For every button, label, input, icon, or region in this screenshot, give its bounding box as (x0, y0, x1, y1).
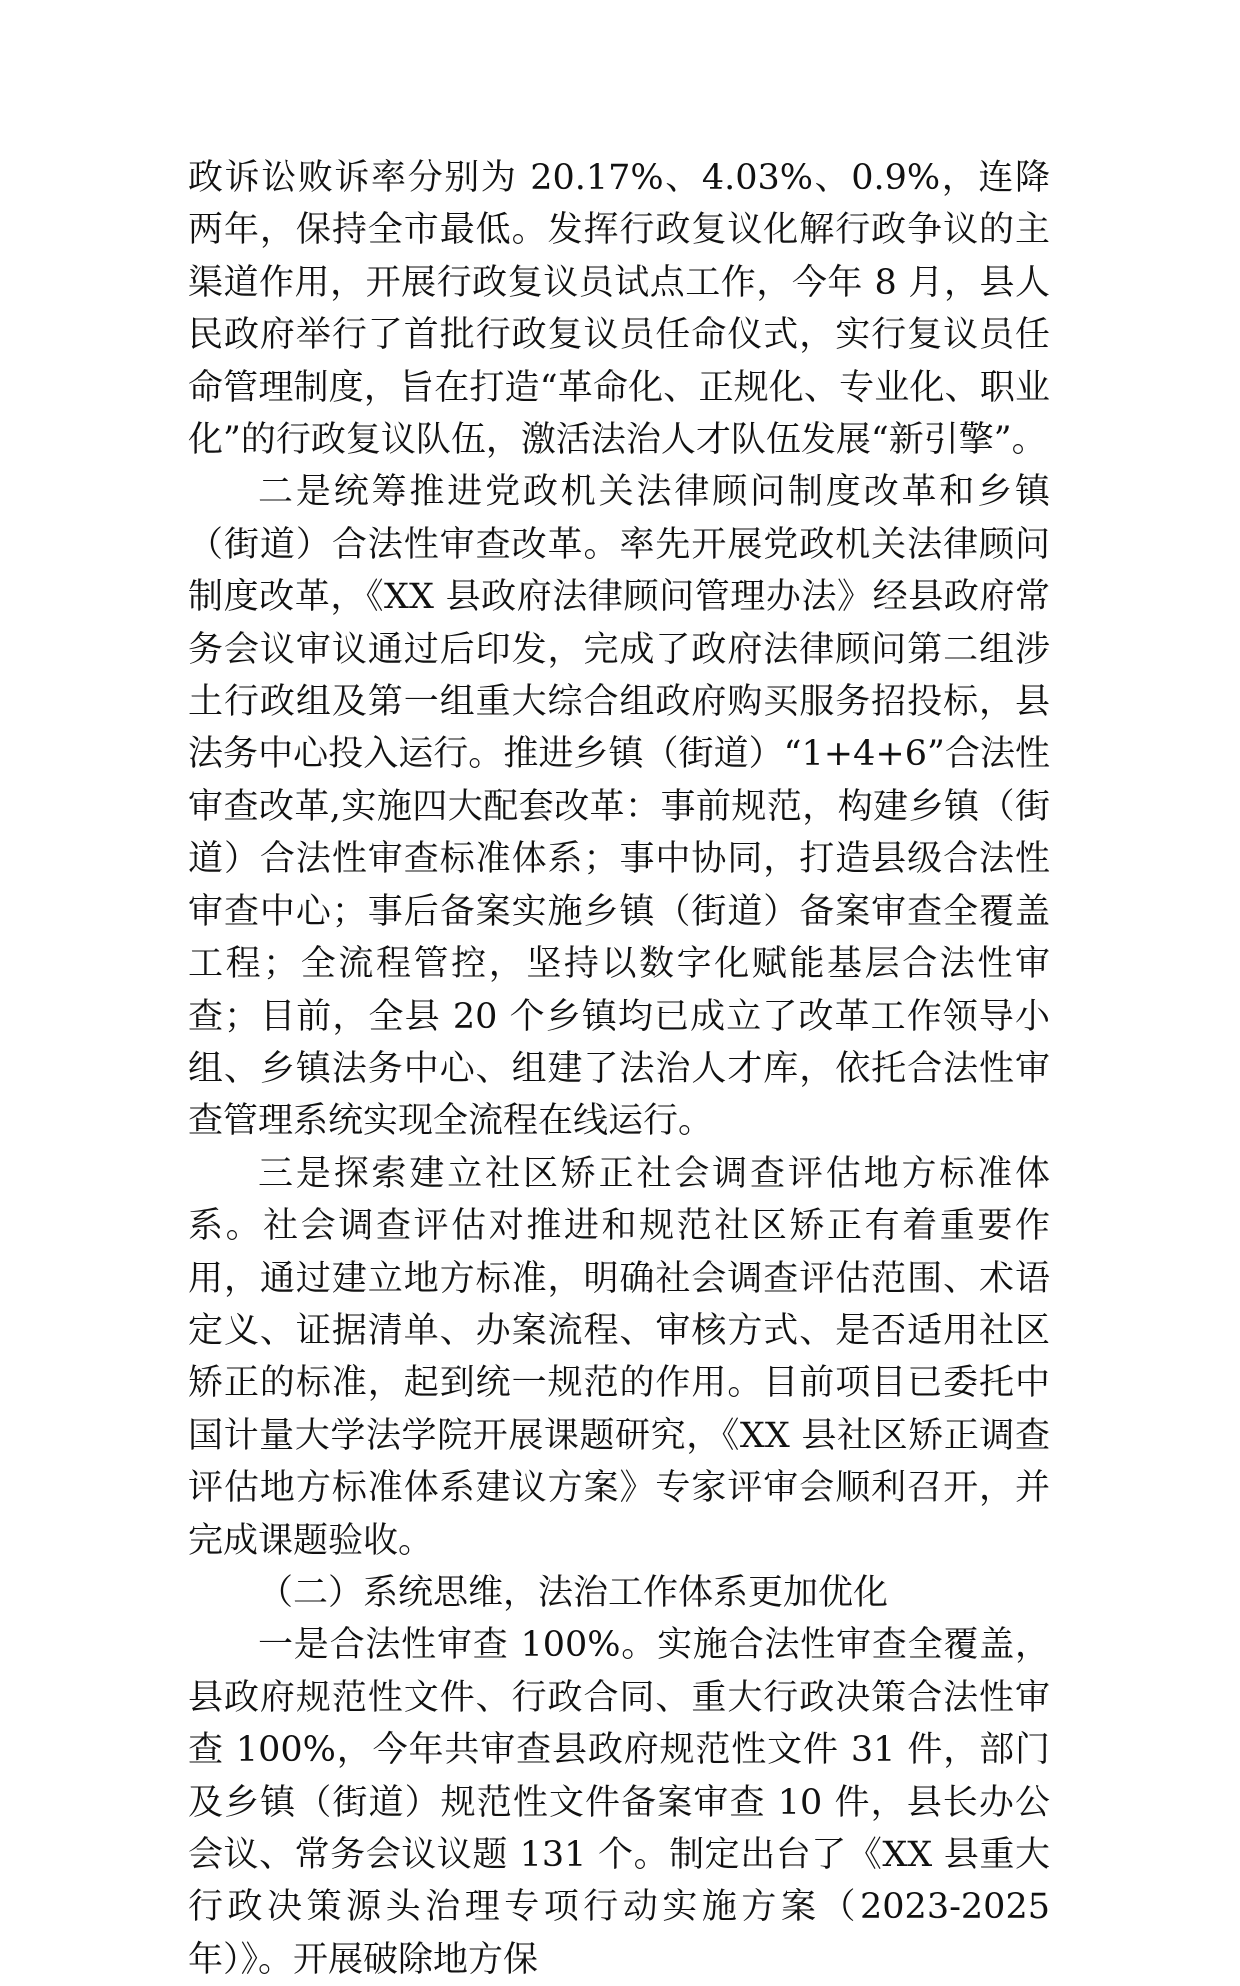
paragraph-item-two: 二是统筹推进党政机关法律顾问制度改革和乡镇（街道）合法性审查改革。率先开展党政机关法律顾问制度改革，《XX 县政府法律顾问管理办法》经县政府常务会议审议通过后印发，完成了政府法律顾问第二组涉土行政组及第一组重大综合组政府购买服务招投标，县法务中心投入运行。推进乡镇（街道）“1+4+6”合法性审查改革,实施四大配套改革：事前规范，构建乡镇（街道）合法性审查标准体系；事中协同，打造县级合法性审查中心；事后备案实施乡镇（街道）备案审查全覆盖工程；全流程管控，坚持以数字化赋能基层合法性审查；目前，全县 20 个乡镇均已成立了改革工作领导小组、乡镇法务中心、组建了法治人才库，依托合法性审查管理系统实现全流程在线运行。 (188, 472, 1050, 1142)
document-body (188, 152, 1050, 1986)
section-heading: （二）系统思维，法治工作体系更加优化 (258, 1572, 889, 1613)
paragraph-continued: 政诉讼败诉率分别为 20.17%、4.03%、0.9%，连降两年，保持全市最低。发挥行政复议化解行政争议的主渠道作用，开展行政复议员试点工作，今年 8 月，县人民政府举行了首批行政复议员任命仪式，实行复议员任命管理制度，旨在打造“革命化、正规化、专业化、职业化”的行政复议队伍，激活法治人才队伍发展“新引擎”。 (188, 158, 1050, 461)
paragraph-item-three: 三是探索建立社区矫正社会调查评估地方标准体系。社会调查评估对推进和规范社区矫正有着重要作用，通过建立地方标准，明确社会调查评估范围、术语定义、证据清单、办案流程、审核方式、是否适用社区矫正的标准，起到统一规范的作用。目前项目已委托中国计量大学法学院开展课题研究，《XX 县社区矫正调查评估地方标准体系建议方案》专家评审会顺利召开，并完成课题验收。 (188, 1153, 1050, 1561)
paragraph-item-one: 一是合法性审查 100%。实施合法性审查全覆盖，县政府规范性文件、行政合同、重大行政决策合法性审查 100%，今年共审查县政府规范性文件 31 件，部门及乡镇（街道）规范性文件备案审查 10 件，县长办公会议、常务会议议题 131 个。制定出台了《XX 县重大行政决策源头治理专项行动实施方案（2023-2025 年）》。开展破除地方保 (188, 1625, 1050, 1980)
